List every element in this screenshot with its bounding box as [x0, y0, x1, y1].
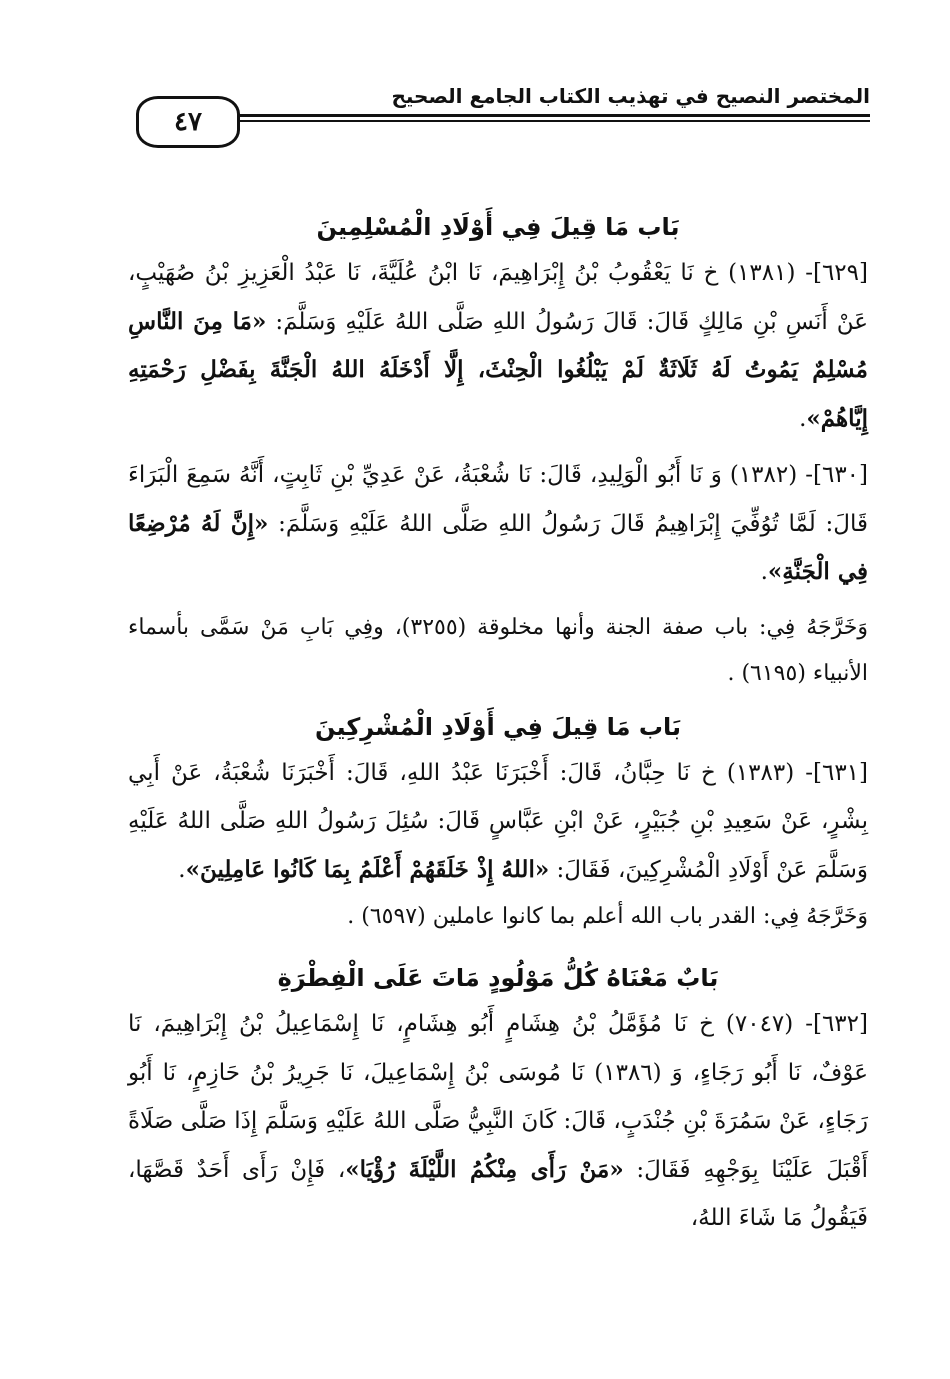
hadith-isnad: [٦٣١]- (١٣٨٣) خ نَا حِبَّانُ، قَالَ: أَخْبَرَنَا عَبْدُ اللهِ، قَالَ: أَخْبَرَنَا شُعْبَةُ، عَنْ أَبِي بِشْرٍ، عَنْ سَعِيدِ بْنِ جُبَيْرٍ، عَنْ ابْنِ عَبَّاسٍ قَالَ: سُئِلَ رَسُولُ اللهِ صَلَّى اللهُ عَلَيْهِ وَسَلَّمَ عَنْ أَوْلَادِ الْمُشْرِكِينَ، فَقَالَ:	[128, 759, 869, 883]
hadith-isnad: [٦٢٩]- (١٣٨١) خ نَا يَعْقُوبُ بْنُ إِبْرَاهِيمَ، نَا ابْنُ عُلَيَّةَ، نَا عَبْدُ الْعَزِيزِ بْنُ صُهَيْبٍ، عَنْ أَنَسِ بْنِ مَالِكٍ قَالَ: قَالَ رَسُولُ اللهِ صَلَّى اللهُ عَلَيْهِ وَسَلَّمَ:	[128, 260, 869, 335]
hadith-isnad: [٦٣٠]- (١٣٨٢) وَ نَا أَبُو الْوَلِيدِ، قَالَ: نَا شُعْبَةُ، عَنْ عَدِيِّ بْنِ ثَابِتٍ، أَنَّهُ سَمِعَ الْبَرَاءَ قَالَ: لَمَّا تُوُفِّيَ إِبْرَاهِيمُ قَالَ رَسُولُ اللهِ صَلَّى اللهُ عَلَيْهِ وَسَلَّمَ:	[128, 462, 869, 537]
chapter-title: بَابٌ مَعْنَاهُ كُلُّ مَوْلُودٍ مَاتَ عَلَى الْفِطْرَةِ	[277, 964, 719, 992]
hadith-matn: «إِنَّ لَهُ مُرْضِعًا فِي الْجَنَّةِ»	[128, 509, 868, 585]
hadith-631	[128, 749, 868, 895]
hadith-suffix: .	[178, 856, 186, 883]
chapter-title: بَاب مَا قِيلَ فِي أَوْلَادِ الْمُشْرِكِينَ	[314, 712, 682, 741]
takhrij-note: وَخَرَّجَهُ فِي: القدر باب الله أعلم بما كانوا عاملين (٦٥٩٧) .	[347, 904, 868, 929]
header-rule-thin	[240, 120, 870, 122]
hadith-632	[128, 1000, 868, 1243]
takhrij-note: وَخَرَّجَهُ فِي: باب صفة الجنة وأنها مخلوقة (٣٢٥٥)، وفِي بَابِ مَنْ سَمَّى بأسماء الأنبياء (٦١٩٥) .	[128, 614, 868, 686]
page-body	[128, 205, 868, 1243]
hadith-matn: «مَا مِنَ النَّاسِ مُسْلِمٌ يَمُوتُ لَهُ ثَلَاثَةٌ لَمْ يَبْلُغُوا الْحِنْثَ، إِلَّا أَدْخَلَهُ اللهُ الْجَنَّةَ بِفَضْلِ رَحْمَتِهِ إِيَّاهُمْ»	[128, 307, 868, 432]
hadith-suffix: ، فَإِنْ رَأَى أَحَدٌ قَصَّهَا، فَيَقُولُ مَا شَاءَ اللهُ،	[128, 1156, 868, 1231]
hadith-suffix: .	[760, 559, 768, 585]
chapter-title: بَاب مَا قِيلَ فِي أَوْلَادِ الْمُسْلِمِينَ	[316, 213, 680, 241]
header-rule	[240, 114, 870, 117]
hadith-matn: «اللهُ إِذْ خَلَقَهُمْ أَعْلَمُ بِمَا كَانُوا عَامِلِينَ»	[185, 855, 550, 883]
page-number: ٤٧	[136, 96, 240, 148]
page-header	[130, 86, 870, 156]
hadith-630	[128, 451, 868, 597]
hadith-629	[128, 249, 868, 443]
hadith-suffix: .	[799, 405, 807, 432]
hadith-isnad: [٦٣٢]- (٧٠٤٧) خ نَا مُؤَمَّلُ بْنُ هِشَامٍ أَبُو هِشَامٍ، نَا إِسْمَاعِيلُ بْنُ إِبْرَاهِيمَ، نَا عَوْفٌ، نَا أَبُو رَجَاءٍ، وَ (١٣٨٦) نَا مُوسَى بْنُ إِسْمَاعِيلَ، نَا جَرِيرُ بْنُ حَازِمٍ، نَا أَبُو رَجَاءٍ، عَنْ سَمُرَةَ بْنِ جُنْدَبٍ، قَالَ: كَانَ النَّبِيُّ صَلَّى اللهُ عَلَيْهِ وَسَلَّمَ إِذَا صَلَّى صَلَاةً أَقْبَلَ عَلَيْنَا بِوَجْهِهِ فَقَالَ:	[128, 1011, 869, 1183]
book-title: المختصر النصيح في تهذيب الكتاب الجامع الصحيح	[391, 84, 870, 108]
hadith-matn: «مَنْ رَأَى مِنْكُمُ اللَّيْلَةَ رُؤْيَا»	[345, 1155, 624, 1183]
